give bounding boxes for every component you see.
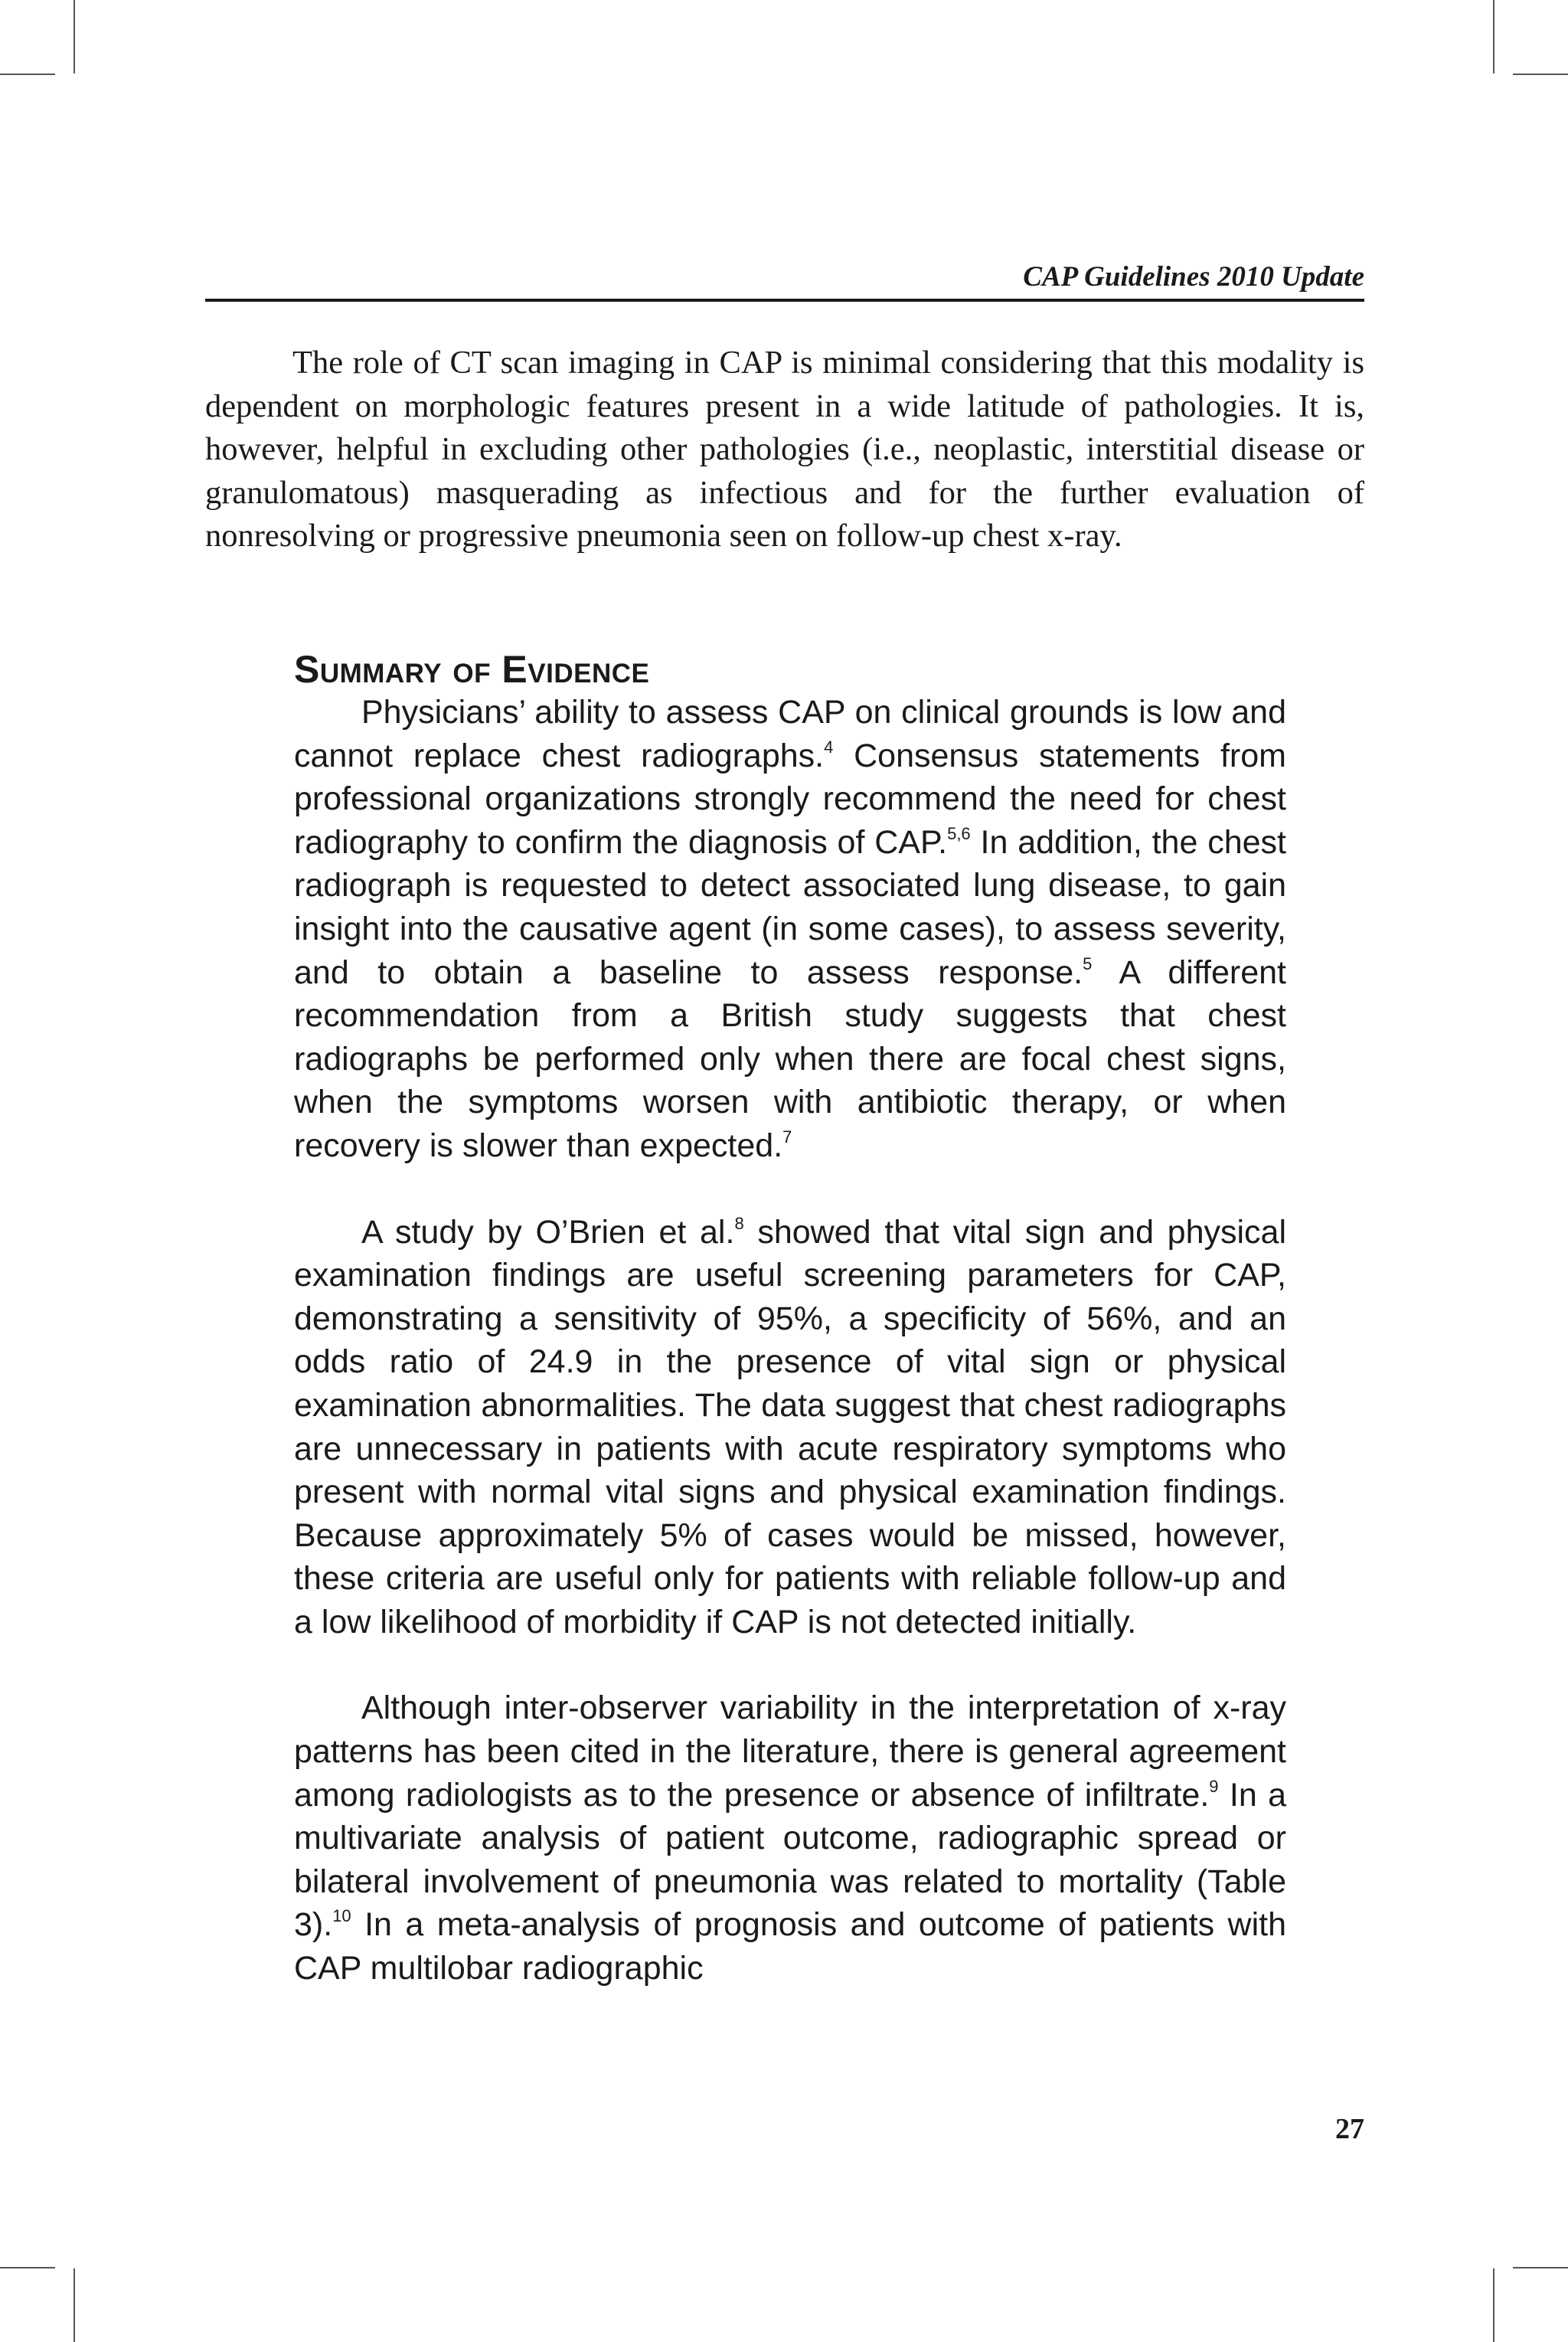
citation-ref: 8 — [734, 1213, 744, 1233]
crop-mark-top-right-vertical — [1493, 0, 1494, 74]
paragraph-text: Physicians’ ability to assess CAP on clinical grounds is low and cannot replace chest radiographs. — [294, 694, 1286, 774]
page-number: 27 — [1335, 2113, 1364, 2145]
paragraph-text: In addition, the chest radiograph is requested to detect associated lung disease, to gain insight into the causative agent (in some cases), to assess severity, and to obtain a baseline to assess response. — [294, 823, 1286, 991]
paragraph-text: showed that vital sign and physical examination findings are useful screening parameters for CAP, demonstrating a sensitivity of 95%, a specificity of 56%, and an odds ratio of 24.9 in the presence of vital sign or physical examination abnormalities. The data suggest that chest radiographs are unnecessary in patients with acute respiratory symptoms who present with normal vital signs and physical examination findings. Because approximately 5% of cases would be missed, however, these criteria are useful only for patients with reliable follow-up and a low likelihood of morbidity if CAP is not detected initially. — [294, 1213, 1286, 1640]
paragraph-text: In a meta-analysis of prognosis and outcome of patients with CAP multilobar radiographic — [294, 1906, 1286, 1987]
running-head: CAP Guidelines 2010 Update — [1023, 261, 1364, 293]
crop-mark-top-left-horizontal — [0, 74, 55, 75]
evidence-paragraph-1 — [294, 691, 1286, 1168]
summary-of-evidence-section — [294, 648, 1286, 1990]
paragraph-text: A different recommendation from a British study suggests that chest radiographs be performed only when there are focal chest signs, when the symptoms worsen with antibiotic therapy, or when recovery is slower than expected. — [294, 953, 1286, 1164]
paragraph-text: In a multivariate analysis of patient outcome, radiographic spread or bilateral involvement of pneumonia was related to mortality (Table 3). — [294, 1776, 1286, 1944]
crop-mark-top-right-horizontal — [1513, 74, 1568, 75]
crop-mark-bottom-right-horizontal — [1513, 2267, 1568, 2268]
citation-ref: 7 — [782, 1127, 792, 1146]
citation-ref: 4 — [824, 737, 834, 757]
paragraph-text: Although inter-observer variability in the interpretation of x-ray patterns has been cited in the literature, there is general agreement among radiologists as to the presence or absence of infiltrate. — [294, 1689, 1286, 1814]
intro-paragraph: The role of CT scan imaging in CAP is minimal considering that this modality is dependent on morphologic features present in a wide latitude of pathologies. It is, however, helpful in excluding other pathologies (i.e., neoplastic, interstitial disease or granulomatous) masquerading as infectious and for the further evaluation of nonresolving or progressive pneumonia seen on follow-up chest x-ray. — [205, 345, 1364, 554]
crop-mark-bottom-left-vertical — [74, 2268, 75, 2342]
evidence-paragraph-3 — [294, 1686, 1286, 1990]
crop-mark-bottom-right-vertical — [1493, 2268, 1494, 2342]
citation-ref: 5,6 — [947, 823, 971, 843]
section-heading: Summary of Evidence — [294, 648, 650, 691]
citation-ref: 5 — [1083, 953, 1093, 973]
citation-ref: 9 — [1209, 1776, 1219, 1796]
paragraph-text: A study by O’Brien et al. — [361, 1213, 735, 1251]
paragraph-text: Consensus statements from professional organizations strongly recommend the need for chest radiography to confirm the diagnosis of CAP. — [294, 737, 1286, 861]
header-rule — [205, 299, 1364, 302]
citation-ref: 10 — [332, 1906, 351, 1926]
crop-mark-bottom-left-horizontal — [0, 2267, 55, 2268]
evidence-paragraph-2 — [294, 1211, 1286, 1644]
crop-mark-top-left-vertical — [74, 0, 75, 74]
